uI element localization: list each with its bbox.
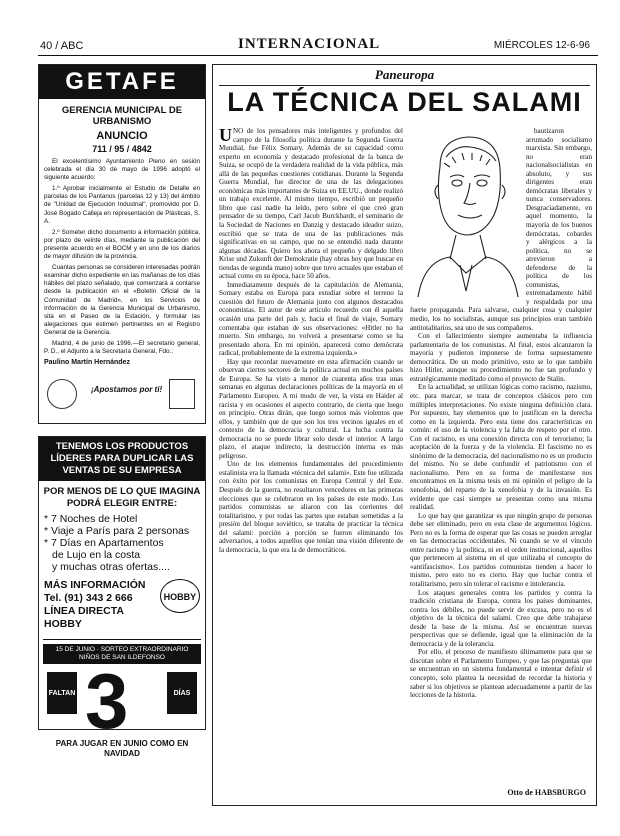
section-title: INTERNACIONAL — [238, 36, 381, 52]
article-paragraph: Inmediatamente después de la capitulación de Alemania, Somary estaba en Europa para estudiar sobre el terreno la cuestión del futuro de Alemania junto con algunos destacados economistas. El autor de este artículo recuerdo con él aquella ocasión una parte del país y, hacia el final de viaje, Somary comentaba que estaban de sus observaciones: «Hitler no ha muerto. Sin embargo, no volverá a presentarse como se ha presentado ahora. En mi opinión, aparecerá como demócrata radical, probablemente de la extrema izquierda.» — [219, 280, 403, 358]
lottery-dias: DÍAS — [167, 672, 197, 714]
article-kicker: Paneuropa — [374, 67, 435, 82]
list-item: * 7 Noches de Hotel — [44, 513, 138, 525]
phone-number: Tel. (91) 343 2 666 — [44, 592, 133, 604]
ad-getafe-signature: Paulino Martín Hernández — [44, 359, 130, 367]
ad-hobby-offer: POR MENOS DE LO QUE IMAGINA PODRÁ ELEGIR ENTRE: — [43, 486, 201, 509]
lottery-faltan: FALTAN — [47, 672, 77, 714]
ad-hobby — [38, 436, 206, 758]
list-item: y muchas otras ofertas.... — [52, 561, 170, 573]
ad-getafe-paragraph: 1.º Aprobar inicialmente el Estudio de Detalle en parcelas de los Pantanos (parcelas 12 y 13) del ámbito de "Unidad de Ejecución Industrial", promovido por D. José Bogado Calleja en representación de Plásticas, S. A. — [44, 185, 200, 225]
list-item: * 7 Días en Apartamentos — [44, 537, 164, 549]
list-item: de Lujo en la costa — [52, 549, 141, 561]
portrait-sketch-icon — [410, 127, 522, 299]
paragraph-text: NO de los pensadores más inteligentes y profundos del campo de la filosofía política durante la Segunda Guerra Mundial, fue Félix Somary. Además de su capacidad como experto en economía y destacado profesional de la banca de Suiza, se ocupó de la verdadera realidad de la vida pública, más allá de las pequeñas cuestiones cotidianas. Durante la Segunda Guerra Mundial, fue director de una de las delegaciones económicas más importantes de Suiza en EE.UU., donde realizó un trabajo excelente. Al mismo tiempo, escribió un pequeño libro que casi nadie ha leído, pero sobre el que creó gran pensador de su tiempo, Carl Jacob Burckhardt, el seminario de la Sociedad de Naciones en Danzig y destacado ideador suizo, escribió que se trata de una de las publicaciones más significativas en su campo, que no se entendió nada durante algunas décadas. Quiero los ahora el pequeño y delgado libro Krise und Zukunft der Demokratie (hay obras hoy que buscar en tiendas de segunda mano) sobre que tuvo actuales que estaban el actual como en su época, hace 50 años. — [219, 127, 403, 281]
ad-getafe — [38, 64, 206, 424]
article-paragraph: En la actualidad, se utilizan lógicas como racismo, nazismo, etc. para marcar, se trata de conceptos clásicos pero con múltiples interpretaciones. No existe ninguna definición clara. Por supuesto, hay elementos que lo justifican en la derecha como en la izquierda. Pero esta tiene dos características en común: el uso de la violencia y la falta de respeto por el otro. Con el racismo, es una conexión directa con el terrorismo; la aceptación de la fuerza y de la violencia. El fascismo no es sinónimo de la democracia, del nacionalismo no es un producto del mismo. No se debe confundir el patriotismo con el nacionalismo. Pero en su forma de manifestarse nos encontramos en la misma tesis en mi opinión el peligro de la xenofobia, del reparto de la xenofobia y de la invasión. Es evidente que casi siempre se presentan como una misma realidad. — [410, 383, 592, 512]
ad-hobby-headline: TENEMOS LOS PRODUCTOS LÍDERES PARA DUPLICAR LAS VENTAS DE SU EMPRESA — [39, 437, 205, 481]
page-number: 40 / ABC — [40, 40, 84, 52]
page-header — [38, 34, 598, 56]
portrait-illustration — [410, 127, 522, 299]
lottery-promo — [43, 639, 201, 759]
ad-getafe-number: 711 / 95 / 4842 — [92, 144, 152, 154]
article-column-right — [410, 127, 592, 799]
article-headline: LA TÉCNICA DEL SALAMI — [227, 87, 582, 117]
drop-cap: U — [219, 125, 232, 145]
ad-getafe-promo: ¡Apostamos por ti! — [91, 385, 163, 394]
ad-getafe-paragraph: Cuantas personas se consideren interesadas podrán examinar dicho expediente en las mañanas de los días hábiles del plazo señalado, que comenzará a contarse desde la publicación en el «Boletín Oficial de la Comunidad de Madrid», en los Servicios de Información de la Gerencia Municipal de Urbanismo, sita en el Paseo de la Estación, y formular las alegaciones que estimen pertinentes en el Registro General de la Gerencia. — [44, 264, 200, 336]
article-paragraph: Los ataques generales contra los partidos y contra la tradición cristiana de Europa, contra los países dominantes, contra los débiles, no puede servir de excusa, pero no es el objetivo de la técnica del salami. Creo que debe trabajarse desde la base de la misma. Así se encuentran nuevas perspectivas que se defiende, igual que la eliminación de la democracia y de la tolerancia. — [410, 588, 592, 648]
article-paragraph: Con el fallecimiento siempre aumentaba la influencia parlamentaria de los comunistas. Al final, estos alcanzaron la mayoría y pudieron imponerse de forma supuestamente democrática. De un modo primitivo, esto se lo que también hizo Hitler, aunque su procedimiento no fue tan profundo y estratégicamente meditado como el proyecto de Stalin. — [410, 332, 592, 383]
lottery-slogan: PARA JUGAR EN JUNIO COMO EN NAVIDAD — [55, 739, 189, 758]
article-paragraph: bautizaron arrumado socialismo marxista. Sin embargo, no eran nacionalsocialistas en absoluto, y sus dirigentes eran demócratas liberales y nunca conservadores. Desgraciadamente, en aquel momento, la mayoría de los buenos demócratas, cobardes y alérgicos a la política, no se atrevieron a defenderse de la política de los comunistas, extremadamente hábil y respaldada por una fuerte propaganda. Para salvarse, cualquier cosa y cualquier medio, los no socialistas, aunque sus principios eran también antitotalitarios, sea uno de sus compañeros. — [410, 127, 592, 332]
ad-getafe-paragraph: Madrid, 4 de junio de 1996.—El secretario general, P. D., el Adjunto a la Secretaría General, Fdo.: — [44, 339, 200, 356]
article-byline: Otto de HABSBURGO — [507, 788, 586, 797]
ad-getafe-paragraph: El excelentísimo Ayuntamiento Pleno en sesión celebrada el día 30 de mayo de 1996 adoptó el siguiente acuerdo: — [44, 158, 200, 182]
ad-hobby-list — [39, 510, 205, 573]
article-paragraph: Hay que recordar nuevamente en esta afirmación cuando se observan ciertos sectores de la política actual en muchos países de Europa. Se ha visto a menor de cuarenta años tras unas semanas en algunas declaraciones políticas de la mayoría en el Parlamento Europeo. A mi modo de ver, la vista en Haider al racista y en ocasiones el aspecto contrario, de cierta que luego en principio. Otras dirán, que luego somos más violentos que ellos, y también que de que son los tres vecinos iguales en el contexto de la democracia y cultural. La lucha contra la democracia no se puede librar solo desde el interior. A largo plazo, el ataque indirecto, la destrucción interna es más peligroso. — [219, 357, 403, 460]
list-item: * Viaje a París para 2 personas — [44, 525, 190, 537]
article-paragraph — [219, 127, 403, 281]
ad-hobby-contact — [39, 573, 205, 631]
hotline-label: LÍNEA DIRECTA HOBBY — [44, 605, 124, 630]
article-paragraph: Lo que hay que garantizar es que ningún grupo de personas debe ser eliminado, pero en esta clase de argumentos lógicos. Pero no es la forma de esperar que las cosas se pueden arreglar en las democracias occidentales. Ni cuando se ve el vínculo entre racismo y la política, ni en el orden institucional, aquellos que pertenecen al sistema en el que utilizaba el concepto de «antifascismo». Los partidos comunistas tienden a hacer lo mismo, pero esto no es cierto. Hay que luchar contra el totalitarismo, pero sin tolerar el racismo e intolerancia. — [410, 511, 592, 588]
ad-getafe-paragraph: 2.º Someter dicho documento a información pública, por plazo de veinte días, mediante la publicación del presente acuerdo en el BOCM y en uno de los diarios de mayor difusión de la provincia. — [44, 228, 200, 261]
ad-getafe-body — [39, 154, 205, 356]
article-column-left — [219, 127, 403, 799]
header-rule — [38, 55, 598, 56]
article-paragraph: Por ello, el proceso de manifiesto últimamente para que se discutan sobre el Parlamento Europeo, y que las preguntas que se encuentran en un sistema fundamental e intentar definir el concepto, solo plantea la necesidad de recordar la historia y saber si los objetivos se plantean adecuadamente a partir de las lecciones de la historia. — [410, 648, 592, 700]
issue-date: MIÉRCOLES 12-6-96 — [493, 40, 590, 51]
article — [212, 64, 597, 806]
municipal-seal-icon — [47, 379, 77, 409]
kicker-rule — [219, 85, 590, 86]
info-label: MÁS INFORMACIÓN — [44, 579, 146, 591]
ad-getafe-title: ANUNCIO — [96, 130, 148, 142]
ad-getafe-footer — [43, 379, 201, 415]
getafe-logo: GETAFE — [39, 65, 205, 99]
lottery-days-count: 3 — [85, 657, 129, 745]
ad-getafe-org: GERENCIA MUNICIPAL DE URBANISMO — [61, 105, 183, 127]
lottery-date: 15 DE JUNIO · SORTEO EXTRAORDINARIO NIÑOS DE SAN ILDEFONSO — [43, 644, 201, 664]
hobby-logo: HOBBY — [160, 579, 200, 613]
city-crest-icon — [169, 379, 195, 409]
article-paragraph: Uno de los elementos fundamentales del procedimiento estalinista era la llamada «técnica del salami». Este fue utilizada con éxito por los comunistas en Europa Central y del Este. Después de la guerra, no resultaron vencedores en las primeras elecciones que se celebraron en los países de este modo. Los partidos comunistas se aliaron con las corrientes del totalitarismo, y por todas las partes que estaban sometidas a la presión del bloque soviético, se trataba de practicar la técnica del salami: porción a porción se fueron eliminando los adversarios, a todos aquellos que tenían una visión diferente de la democracia, la que era la de democráticos. — [219, 460, 403, 554]
